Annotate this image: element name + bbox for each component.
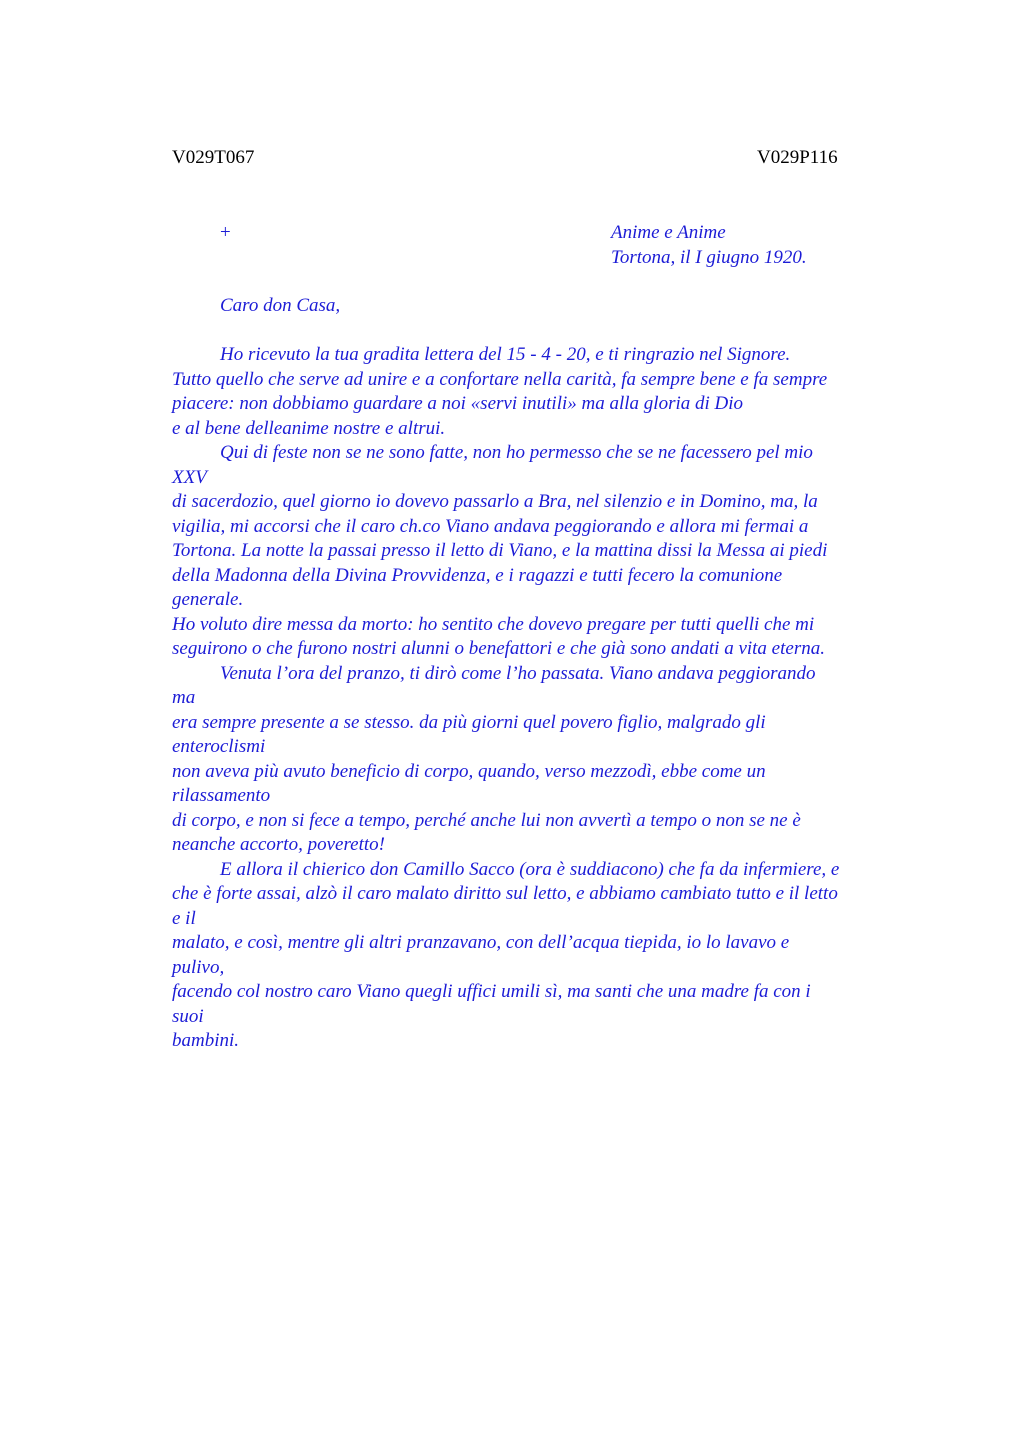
body-line: ma [172,687,196,708]
body-line: generale. [172,589,244,610]
body-line: bambini. [172,1030,240,1051]
body-line: XXV [172,466,207,488]
body-line: di sacerdozio, quel giorno io dovevo passarlo a Bra, nel silenzio e in Domino, ma, la [172,491,818,512]
body-line: Tortona. La notte la passai presso il letto di Viano, e la mattina dissi la Messa ai piedi [172,540,828,561]
body-line: Qui di feste non se ne sono fatte, non ho permesso che se ne facessero pel mio [220,442,813,463]
body-line: piacere: non dobbiamo guardare a noi «servi inutili» ma alla gloria di Dio [172,393,744,414]
body-line: di corpo, e non si fece a tempo, perché anche lui non avvertì a tempo o non se ne è [172,809,801,831]
cross-mark: + [220,222,231,243]
date-line: Tortona, il I giugno 1920. [611,246,807,268]
body-line: e il [172,907,196,929]
body-line: rilassamento [172,785,271,806]
body-line: enteroclismi [172,736,266,757]
body-line: neanche accorto, poveretto! [172,834,385,855]
body-line: Tutto quello che serve ad unire e a confortare nella carità, fa sempre bene e fa sempre [172,368,828,390]
body-line: facendo col nostro caro Viano quegli uffici umili sì, ma santi che una madre fa con i [172,981,811,1002]
body-line: pulivo, [172,956,225,978]
body-line: della Madonna della Divina Provvidenza, e i ragazzi e tutti fecero la comunione [172,564,783,586]
body-line: seguirono o che furono nostri alunni o benefattori e che già sono andati a vita eterna. [172,638,825,659]
body-line: suoi [172,1005,204,1027]
body-line: E allora il chierico don Camillo Sacco (ora è suddiacono) che fa da infermiere, e [220,858,840,880]
body-line: malato, e così, mentre gli altri pranzavano, con dell’acqua tiepida, io lo lavavo e [172,932,790,953]
body-line: vigilia, mi accorsi che il caro ch.co Viano andava peggiorando e allora mi fermai a [172,515,809,537]
body-line: e al bene delleanime nostre e altrui. [172,417,446,439]
document-code-left: V029T067 [172,147,255,168]
salutation: Caro don Casa, [220,295,341,316]
place-line: Anime e Anime [611,222,726,243]
body-line: che è forte assai, alzò il caro malato diritto sul letto, e abbiamo cambiato tutto e il letto [172,883,838,904]
place-date-block [611,221,807,270]
document-code-right: V029P116 [757,147,838,168]
body-line: Venuta l’ora del pranzo, ti dirò come l’ho passata. Viano andava peggiorando [220,662,816,684]
body-line: Ho ricevuto la tua gradita lettera del 15 - 4 - 20, e ti ringrazio nel Signore. [220,344,791,365]
body-line: non aveva più avuto beneficio di corpo, quando, verso mezzodì, ebbe come un [172,760,766,782]
body-line: Ho voluto dire messa da morto: ho sentito che dovevo pregare per tutti quelli che mi [172,613,815,635]
body-line: era sempre presente a se stesso. da più giorni quel povero figlio, malgrado gli [172,711,766,733]
letter-body [172,343,902,1054]
